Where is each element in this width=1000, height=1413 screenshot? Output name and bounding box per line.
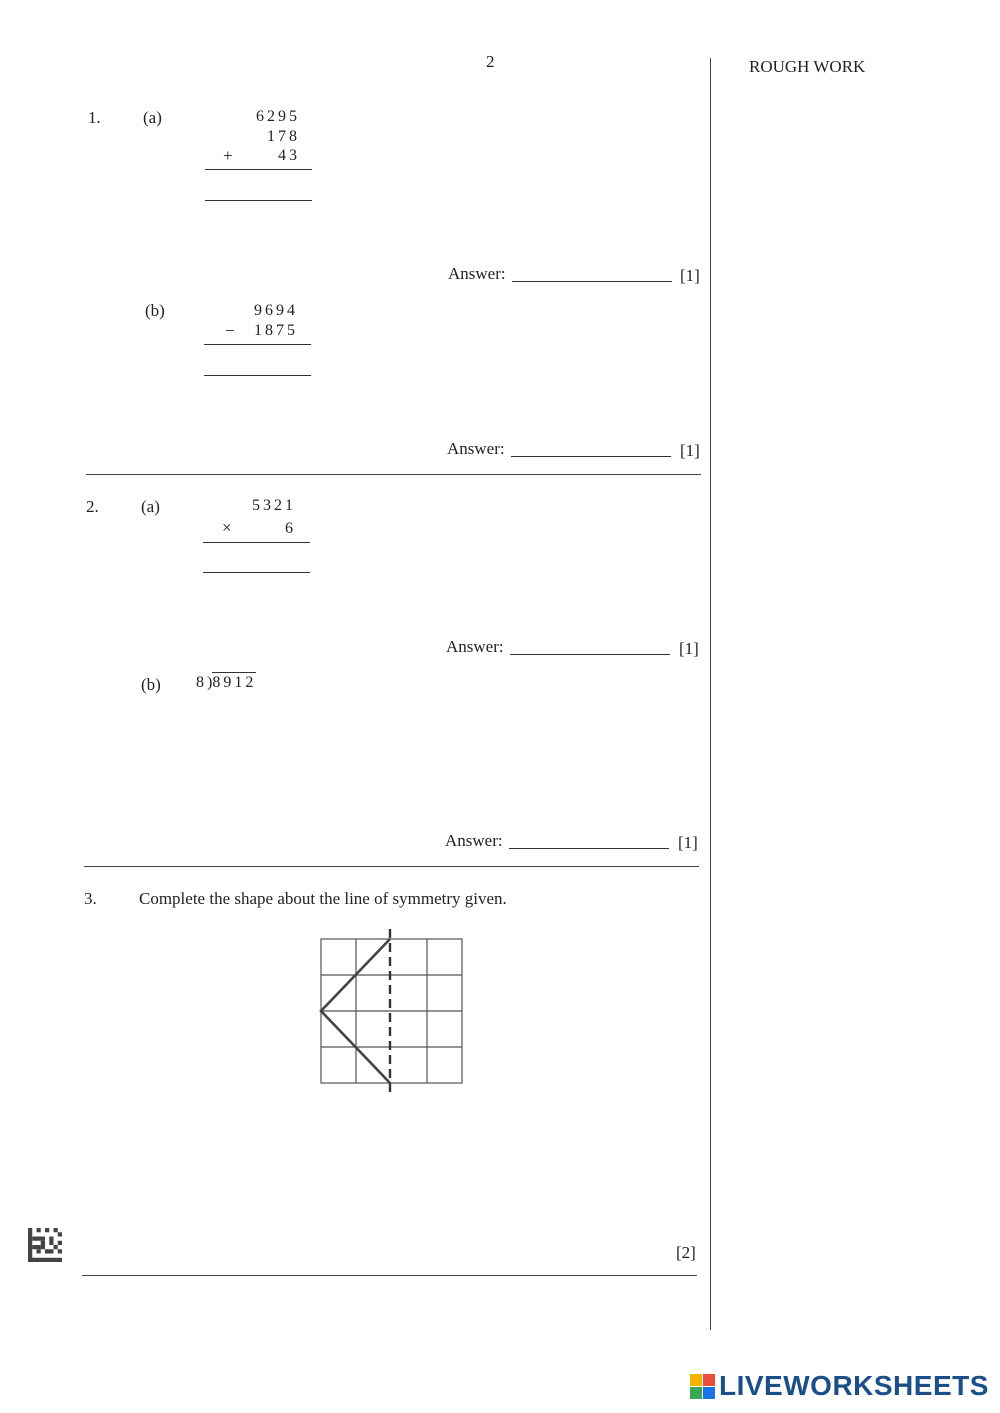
barcode-icon — [28, 1228, 62, 1262]
grid-lines — [321, 939, 462, 1083]
q2a-multiplier: 6 — [285, 520, 296, 537]
q3-separator — [82, 1275, 697, 1276]
q1b-answer-label: Answer: — [447, 439, 505, 458]
q1b-difference-line — [204, 344, 311, 345]
q2a-answer-label: Answer: — [446, 637, 504, 656]
q1a-label: (a) — [143, 108, 162, 127]
q1b-subtrahend: 1875 — [254, 322, 298, 339]
q2a-answer-field[interactable] — [510, 654, 670, 655]
q3-marks: [2] — [676, 1243, 696, 1262]
q1a-sum-line — [205, 169, 312, 170]
q2a-multiplicand: 5321 — [252, 497, 296, 514]
logo-square — [703, 1374, 715, 1386]
q1a-addend-3: 43 — [278, 147, 300, 164]
q2b-divisor: 8 — [196, 674, 207, 691]
q2b-marks: [1] — [678, 833, 698, 852]
q2b-long-division — [196, 674, 256, 692]
q2a-marks: [1] — [679, 639, 699, 658]
q1b-marks: [1] — [680, 441, 700, 460]
q1a-answer-label: Answer: — [448, 264, 506, 283]
q1a-addend-1: 6295 — [256, 108, 300, 125]
q2-separator — [84, 866, 699, 867]
q2a-product-line — [203, 542, 310, 543]
logo-text: LIVEWORKSHEETS — [719, 1370, 989, 1401]
q3-prompt: Complete the shape about the line of symmetry given. — [139, 889, 507, 908]
q1b-operator: − — [225, 321, 235, 340]
q3-number: 3. — [84, 889, 97, 908]
q1-number: 1. — [88, 108, 101, 127]
q1a-addend-2: 178 — [267, 128, 300, 145]
division-bracket: ) — [207, 674, 213, 691]
q2a-label: (a) — [141, 497, 160, 516]
q2a-operator: × — [222, 518, 232, 537]
q1a-working-line[interactable] — [205, 200, 312, 201]
q1b-label: (b) — [145, 301, 165, 320]
rough-work-divider — [710, 58, 711, 1330]
q2b-answer-field[interactable] — [509, 848, 669, 849]
q2-number: 2. — [86, 497, 99, 516]
q1b-minuend: 9694 — [254, 302, 298, 319]
symmetry-grid[interactable] — [310, 925, 475, 1100]
q1a-answer-field[interactable] — [512, 281, 672, 282]
rough-work-heading: ROUGH WORK — [749, 57, 866, 76]
page-number: 2 — [486, 52, 495, 71]
q1-separator — [86, 474, 701, 475]
q2b-label: (b) — [141, 675, 161, 694]
logo-square — [703, 1387, 715, 1399]
q2b-dividend: 8912 — [212, 674, 257, 691]
q2a-working-line[interactable] — [203, 572, 310, 573]
q1a-marks: [1] — [680, 266, 700, 285]
q1b-answer-field[interactable] — [511, 456, 671, 457]
logo-mark-icon — [690, 1374, 715, 1399]
q1a-operator: + — [223, 146, 233, 165]
liveworksheets-logo — [690, 1370, 989, 1402]
logo-square — [690, 1374, 702, 1386]
logo-square — [690, 1387, 702, 1399]
q1b-working-line[interactable] — [204, 375, 311, 376]
q2b-answer-label: Answer: — [445, 831, 503, 850]
